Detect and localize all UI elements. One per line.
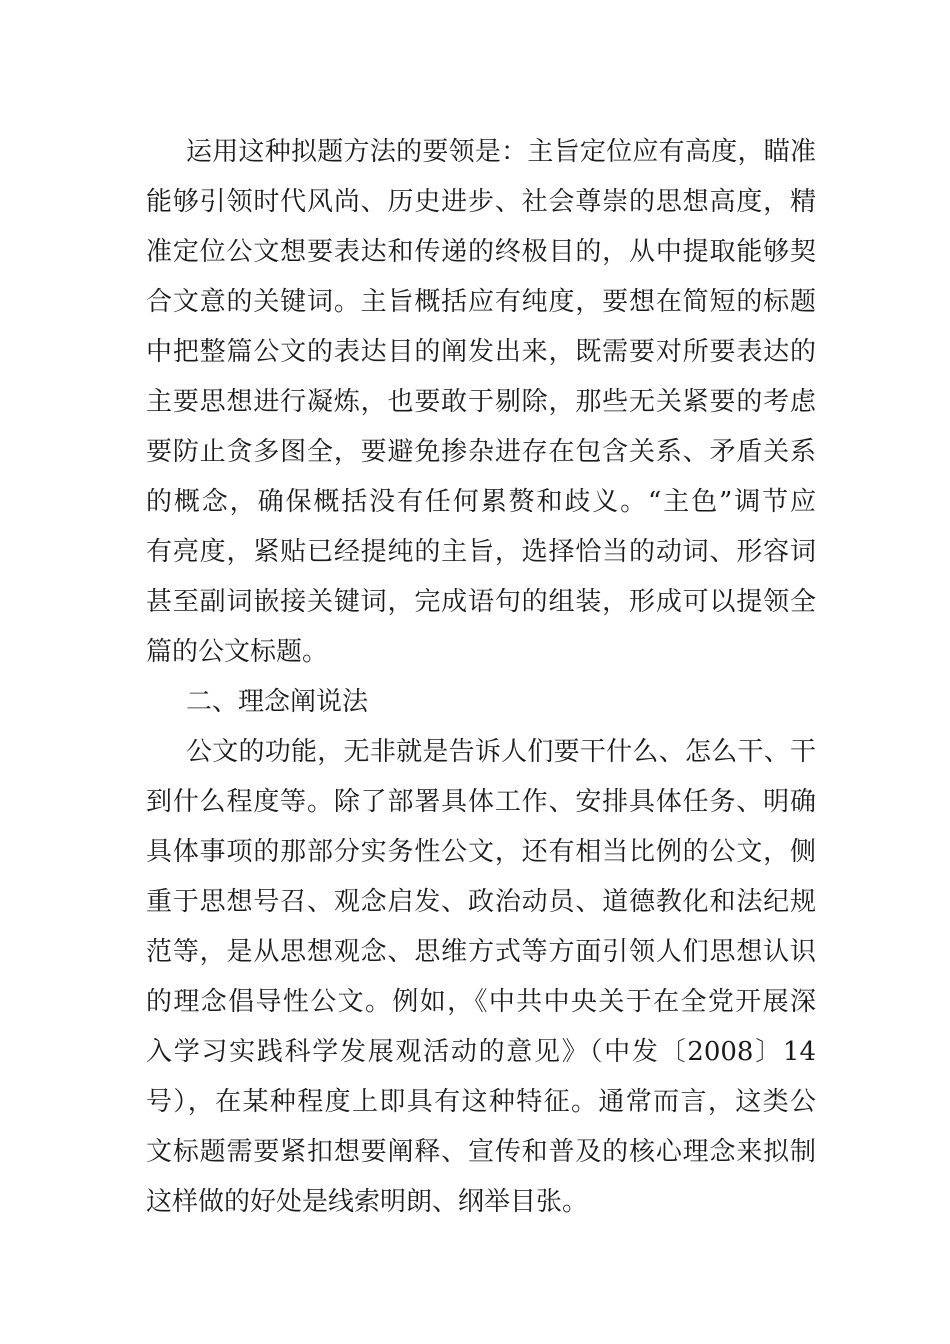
paragraph-1-line-9: 有亮度，紧贴已经提纯的主旨，选择恰当的动词、形容词 bbox=[146, 537, 816, 567]
paragraph-1-line-1: 运用这种拟题方法的要领是：主旨定位应有高度，瞄准 bbox=[186, 137, 816, 167]
paragraph-1-line-8: 的概念，确保概括没有任何累赘和歧义。“主色”调节应 bbox=[146, 487, 816, 517]
paragraph-2-line-4: 重于思想号召、观念启发、政治动员、道德教化和法纪规 bbox=[146, 887, 816, 917]
paragraph-1-line-3: 准定位公文想要表达和传递的终极目的，从中提取能够契 bbox=[146, 237, 816, 267]
paragraph-2-line-1: 公文的功能，无非就是告诉人们要干什么、怎么干、干 bbox=[186, 737, 816, 767]
paragraph-1-line-5: 中把整篇公文的表达目的阐发出来，既需要对所要表达的 bbox=[146, 337, 816, 367]
paragraph-2-line-7: 入学习实践科学发展观活动的意见》（中发〔2008〕14 bbox=[146, 1037, 816, 1067]
paragraph-1-line-11: 篇的公文标题。 bbox=[146, 637, 329, 667]
paragraph-2-line-8: 号），在某种程度上即具有这种特征。通常而言，这类公 bbox=[146, 1087, 816, 1117]
paragraph-2-line-3: 具体事项的那部分实务性公文，还有相当比例的公文，侧 bbox=[146, 837, 816, 867]
document-body bbox=[146, 127, 816, 1227]
section-heading: 二、理念阐说法 bbox=[186, 687, 369, 717]
paragraph-1-line-6: 主要思想进行凝炼，也要敢于剔除，那些无关紧要的考虑 bbox=[146, 387, 816, 417]
paragraph-2-line-10: 这样做的好处是线索明朗、纲举目张。 bbox=[146, 1187, 589, 1217]
paragraph-2-line-2: 到什么程度等。除了部署具体工作、安排具体任务、明确 bbox=[146, 787, 816, 817]
paragraph-2-line-5: 范等，是从思想观念、思维方式等方面引领人们思想认识 bbox=[146, 937, 816, 967]
paragraph-1-line-4: 合文意的关键词。主旨概括应有纯度，要想在简短的标题 bbox=[146, 287, 816, 317]
paragraph-2-line-6: 的理念倡导性公文。例如，《中共中央关于在全党开展深 bbox=[146, 987, 816, 1017]
paragraph-1-line-2: 能够引领时代风尚、历史进步、社会尊崇的思想高度，精 bbox=[146, 187, 816, 217]
paragraph-1-line-10: 甚至副词嵌接关键词，完成语句的组装，形成可以提领全 bbox=[146, 587, 816, 617]
paragraph-1-line-7: 要防止贪多图全，要避免掺杂进存在包含关系、矛盾关系 bbox=[146, 437, 816, 467]
paragraph-2-line-9: 文标题需要紧扣想要阐释、宣传和普及的核心理念来拟制 bbox=[146, 1137, 816, 1167]
